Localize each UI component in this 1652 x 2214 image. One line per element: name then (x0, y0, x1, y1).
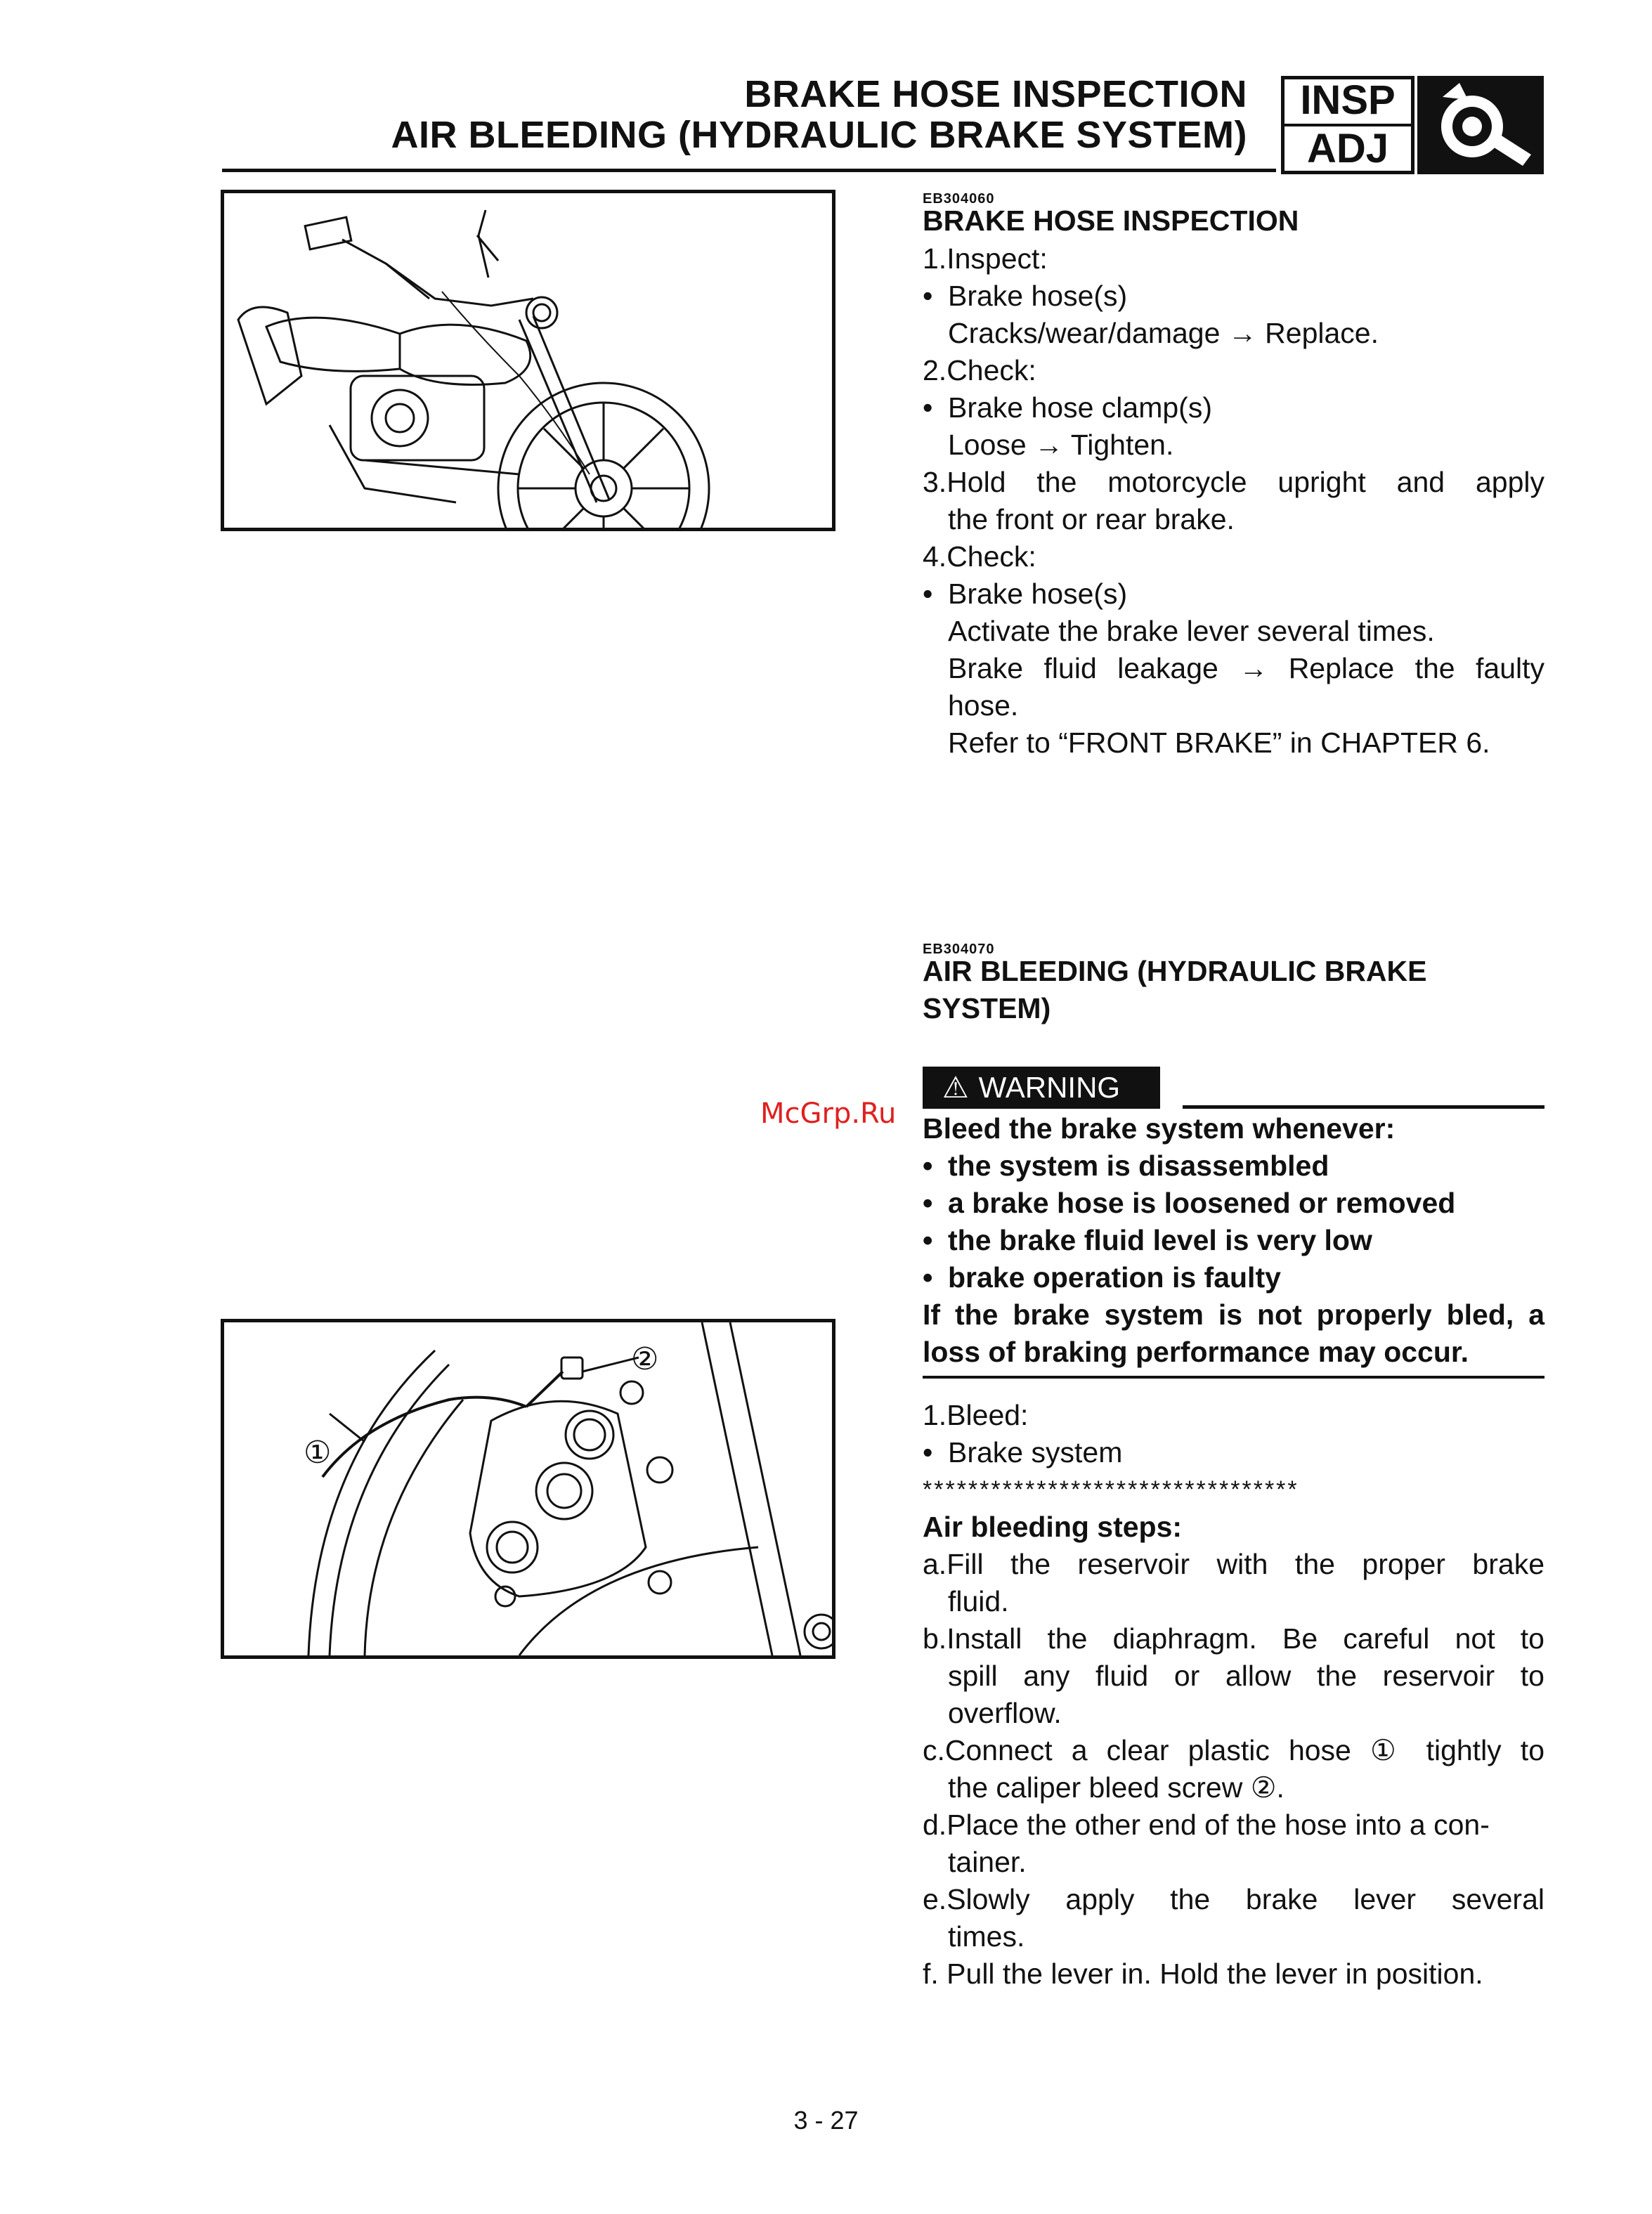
list-item: hose. (948, 689, 1019, 722)
list-item: Loose → Tighten. (948, 429, 1174, 461)
section2-code: EB304070 (923, 942, 995, 957)
list-item: • Brake hose clamp(s) (923, 389, 1544, 426)
warning-end-rule (923, 1376, 1544, 1379)
step-line: the caliper bleed screw ②. (948, 1771, 1284, 1804)
warning-body (923, 1110, 1544, 1371)
list-item: • Brake hose(s) (923, 575, 1544, 613)
list-item: Brake fluid leakage → Replace the faulty (948, 652, 1544, 684)
list-item: 1.Bleed: (923, 1399, 1029, 1431)
badge-insp-label: INSP (1300, 77, 1396, 123)
list-item: the front or rear brake. (948, 503, 1235, 535)
list-item: 2.Check: (923, 354, 1036, 386)
warning-triangle-icon: ⚠ (942, 1071, 969, 1104)
list-item: 3.Hold the motorcycle upright and apply (923, 466, 1544, 498)
figure-motorcycle (221, 190, 835, 531)
wrench-gauge-icon (1417, 76, 1544, 174)
header-rule (222, 169, 1276, 172)
section1-title: BRAKE HOSE INSPECTION (923, 204, 1299, 237)
warning-line: loss of braking performance may occur. (923, 1336, 1469, 1368)
section2-body (923, 1397, 1544, 1993)
step-line: d.Place the other end of the hose into a con- (923, 1809, 1490, 1841)
list-item: • Brake system (923, 1434, 1544, 1471)
callout-1: ① (304, 1435, 332, 1471)
list-item: 1.Inspect: (923, 242, 1048, 275)
warning-line: • the system is disassembled (923, 1147, 1544, 1185)
watermark: McGrp.Ru (760, 1098, 897, 1130)
badge-adj-label: ADJ (1306, 126, 1389, 171)
callout-2: ② (631, 1341, 659, 1377)
list-item: • Brake hose(s) (923, 278, 1544, 315)
step-line: tainer. (948, 1846, 1027, 1878)
list-item: Activate the brake lever several times. (948, 615, 1435, 647)
section1-code: EB304060 (923, 191, 995, 207)
step-line: e.Slowly apply the brake lever several (923, 1883, 1544, 1915)
warning-line: • a brake hose is loosened or removed (923, 1185, 1544, 1222)
warning-label: WARNING (978, 1071, 1121, 1104)
step-line: c.Connect a clear plastic hose ① tightly to (923, 1734, 1544, 1766)
step-line: spill any fluid or allow the reservoir to (948, 1660, 1544, 1692)
step-line: a.Fill the reservoir with the proper brake (923, 1548, 1544, 1580)
step-line: fluid. (948, 1585, 1009, 1617)
step-line: overflow. (948, 1697, 1062, 1729)
warning-line: • the brake fluid level is very low (923, 1222, 1544, 1259)
list-item: 4.Check: (923, 540, 1036, 573)
section2-title-line2: SYSTEM) (923, 992, 1051, 1024)
steps-separator: ********************************* (923, 1476, 1299, 1503)
warning-tag (923, 1067, 1160, 1109)
list-item: Cracks/wear/damage → Replace. (948, 317, 1379, 349)
list-item: Refer to “FRONT BRAKE” in CHAPTER 6. (948, 727, 1490, 759)
header-title-line2: AIR BLEEDING (HYDRAULIC BRAKE SYSTEM) (391, 114, 1247, 156)
header-title-line1: BRAKE HOSE INSPECTION (744, 73, 1247, 115)
page-number: 3 - 27 (793, 2106, 859, 2135)
step-line: times. (948, 1920, 1025, 1953)
warning-rule (1183, 1105, 1544, 1109)
step-line: b.Install the diaphragm. Be careful not to (923, 1622, 1544, 1655)
steps-title: Air bleeding steps: (923, 1511, 1183, 1543)
section2-title-line1: AIR BLEEDING (HYDRAULIC BRAKE (923, 955, 1427, 987)
warning-line: If the brake system is not properly bled, a (923, 1298, 1544, 1331)
step-line: f. Pull the lever in. Hold the lever in position. (923, 1958, 1483, 1990)
warning-line: Bleed the brake system whenever: (923, 1112, 1396, 1145)
warning-line: • brake operation is faulty (923, 1259, 1544, 1296)
figure-caliper (221, 1319, 835, 1659)
section1-body (923, 240, 1544, 762)
